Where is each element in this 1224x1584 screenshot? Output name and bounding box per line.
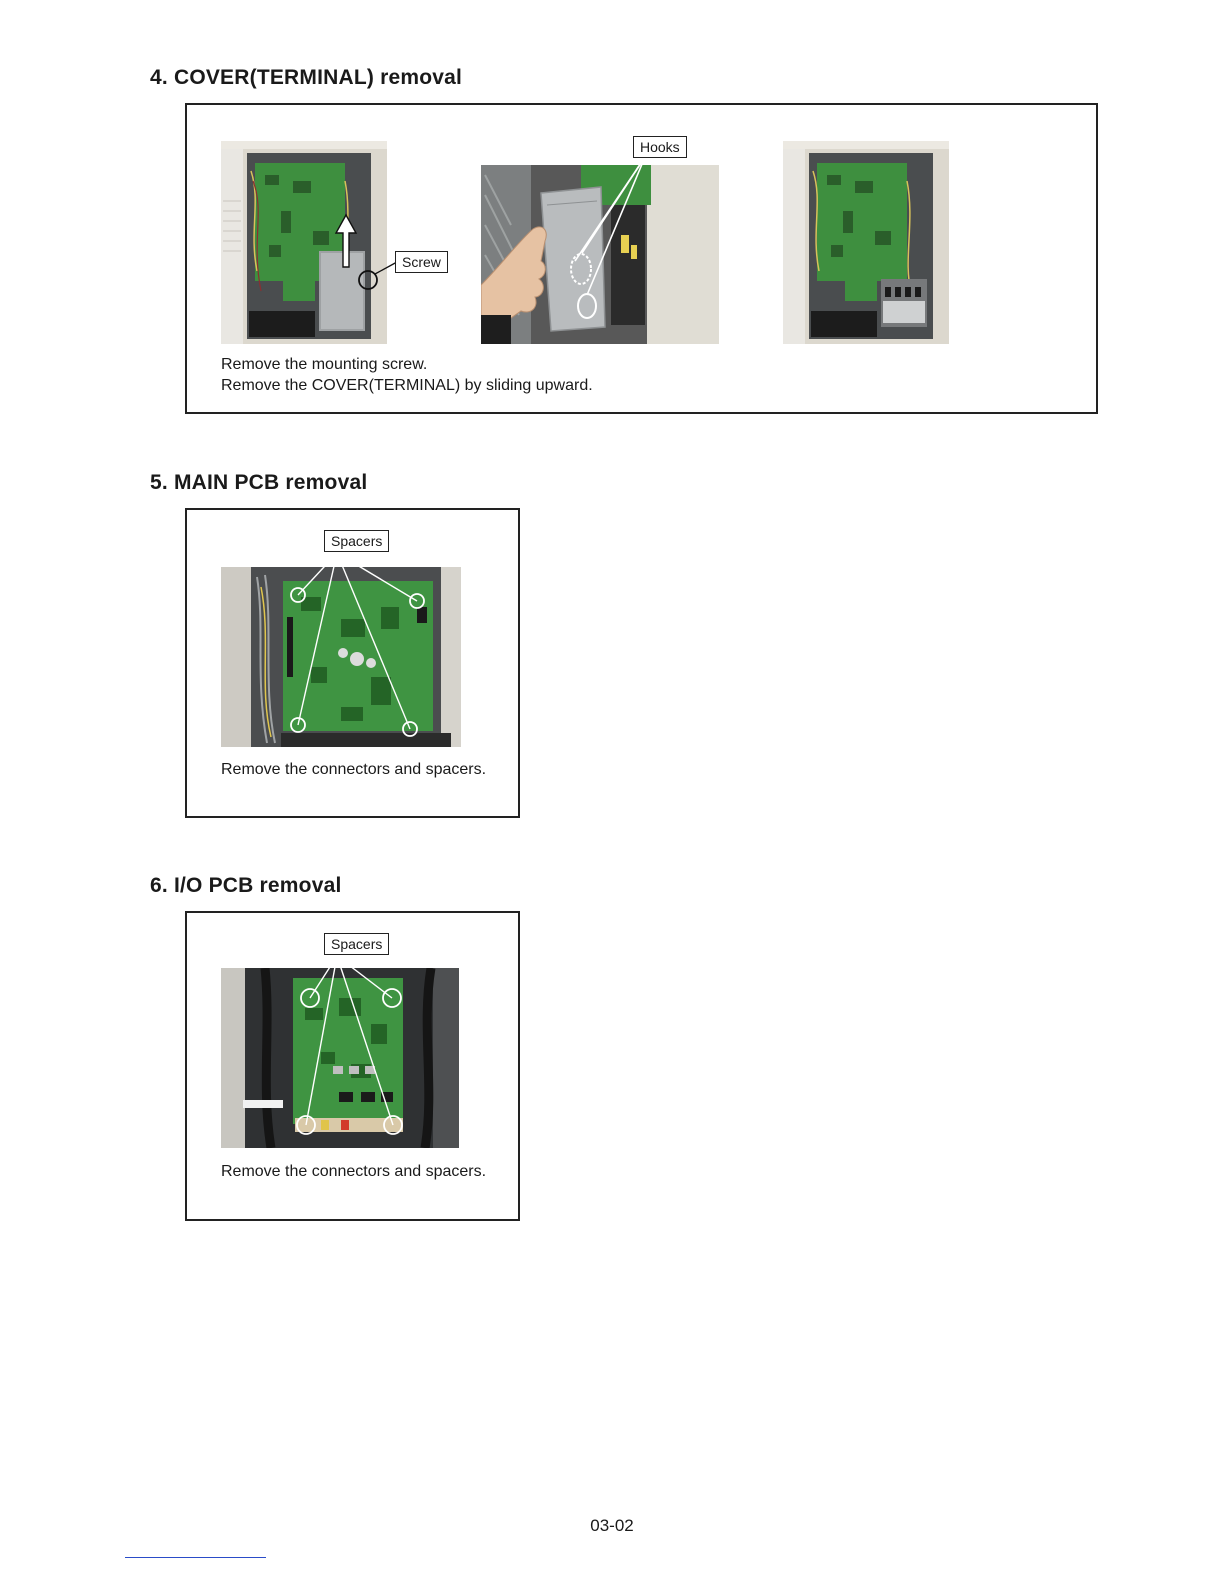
hooks-callout: Hooks [633,136,687,158]
io-pcb-instruction: Remove the connectors and spacers. [221,1163,487,1180]
section-heading-main-pcb: 5. MAIN PCB removal [150,471,368,494]
main-pcb-procedure-box [185,508,520,818]
screw-callout: Screw [395,251,448,273]
section-heading-io-pcb: 6. I/O PCB removal [150,874,342,897]
io-pcb-procedure-box [185,911,520,1221]
section-heading-cover-terminal: 4. COVER(TERMINAL) removal [150,66,463,89]
cover-terminal-procedure-box [185,103,1098,414]
page-number: 03-02 [590,1516,634,1535]
cover-terminal-instruction-2: Remove the COVER(TERMINAL) by sliding upward. [221,377,593,394]
cover-terminal-instruction-1: Remove the mounting screw. [221,356,428,373]
cover-terminal-photo-after [783,141,949,344]
footer-rule [125,1557,266,1558]
main-pcb-spacers-callout: Spacers [324,530,389,552]
io-pcb-spacers-callout: Spacers [324,933,389,955]
main-pcb-instruction: Remove the connectors and spacers. [221,761,487,778]
